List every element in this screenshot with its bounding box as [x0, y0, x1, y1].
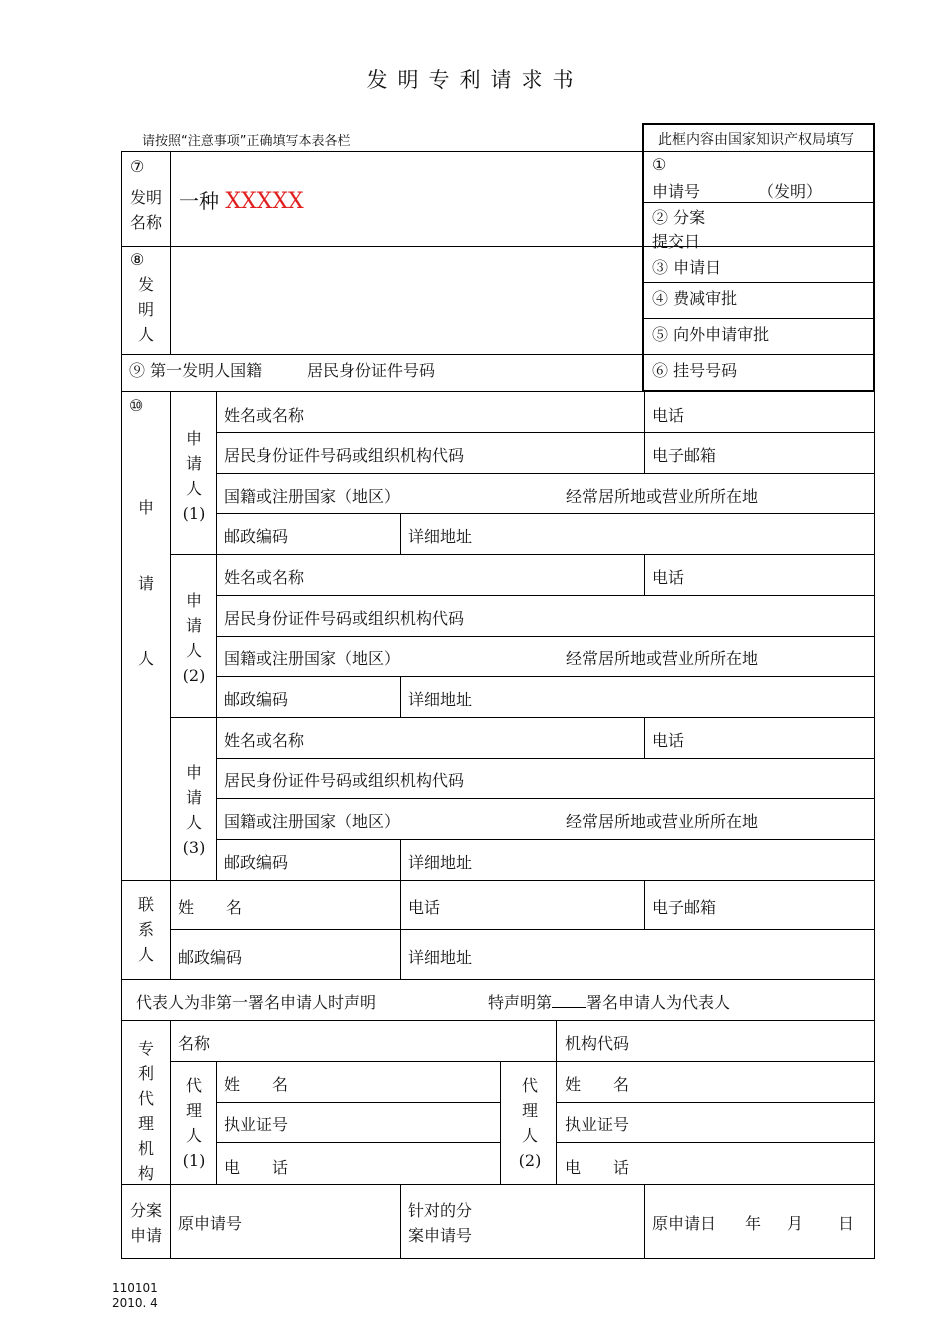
- agent-1-label: 代 理 人 (1): [182, 1076, 206, 1170]
- agency-code-label: 机构代码: [565, 1034, 630, 1053]
- registered-number-label: ⑥ 挂号号码: [652, 361, 738, 380]
- date-month-label: 月: [787, 1214, 804, 1233]
- applicant-1-residence-label: 经常居所地或营业所所在地: [566, 487, 759, 506]
- applicant-2-residence-label: 经常居所地或营业所所在地: [566, 649, 759, 668]
- submission-date-label: 提交日: [652, 232, 701, 251]
- agent-2-label: 代 理 人 (2): [518, 1076, 542, 1170]
- agent-1-license-label: 执业证号: [224, 1115, 289, 1134]
- form-code: 110101: [112, 1281, 158, 1295]
- original-application-number-label: 原申请号: [178, 1214, 243, 1233]
- contact-name-label: 姓 名: [178, 898, 243, 917]
- inventor-label: 发 明 人: [137, 275, 154, 344]
- agent-2-license-label: 执业证号: [565, 1115, 630, 1134]
- representative-statement: 特声明第 署名申请人为代表人: [488, 993, 731, 1012]
- fill-instruction: 请按照“注意事项”正确填写本表各栏: [142, 134, 351, 149]
- form-title: 发明专利请求书: [366, 68, 584, 92]
- date-year-label: 年: [745, 1214, 762, 1233]
- fee-reduction-label: ④ 费减审批: [652, 289, 738, 308]
- first-inventor-id-label: 居民身份证件号码: [307, 361, 436, 380]
- applicant-1-label: 申 请 人 (1): [182, 429, 206, 523]
- agency-name-label: 名称: [178, 1034, 211, 1053]
- agent-1-phone-label: 电 话: [224, 1158, 289, 1177]
- applicant-3-nation-label: 国籍或注册国家（地区）: [224, 812, 401, 831]
- applicant-3-label: 申 请 人 (3): [182, 763, 206, 857]
- applicant-1-postcode-label: 邮政编码: [224, 527, 289, 546]
- applicant-2-name-label: 姓名或名称: [224, 568, 305, 587]
- invention-name-prefix: 一种: [179, 189, 219, 213]
- target-divisional-number-label: 针对的分 案申请号: [408, 1201, 473, 1245]
- applicant-2-id-label: 居民身份证件号码或组织机构代码: [224, 609, 465, 628]
- field-1-number: ①: [652, 155, 667, 174]
- contact-phone-label: 电话: [408, 898, 441, 917]
- applicant-1-nation-label: 国籍或注册国家（地区）: [224, 487, 401, 506]
- divisional-label: ② 分案: [652, 208, 706, 227]
- applicant-3-residence-label: 经常居所地或营业所所在地: [566, 812, 759, 831]
- representative-number-blank[interactable]: [552, 993, 586, 1008]
- applicants-label-3: 人: [138, 649, 155, 668]
- contact-address-label: 详细地址: [408, 948, 473, 967]
- invention-label-2: 名称: [130, 213, 163, 232]
- application-kind: （发明）: [758, 182, 823, 201]
- applicants-number: ⑩: [129, 396, 144, 415]
- foreign-filing-label: ⑤ 向外申请审批: [652, 325, 770, 344]
- applicant-3-postcode-label: 邮政编码: [224, 853, 289, 872]
- agent-1-name-label: 姓 名: [224, 1075, 289, 1094]
- invention-name-placeholder: XXXXX: [225, 189, 304, 214]
- applicant-1-id-label: 居民身份证件号码或组织机构代码: [224, 446, 465, 465]
- filing-date-label: ③ 申请日: [652, 258, 722, 277]
- office-box-header: 此框内容由国家知识产权局填写: [658, 132, 854, 148]
- applicant-2-postcode-label: 邮政编码: [224, 690, 289, 709]
- contact-label: 联 系 人: [137, 895, 154, 964]
- applicants-label-1: 申: [138, 498, 155, 517]
- applicant-1-phone-label: 电话: [652, 406, 685, 425]
- form-version-date: 2010. 4: [112, 1296, 158, 1310]
- applicants-label-2: 请: [138, 574, 155, 593]
- inventor-field[interactable]: [172, 248, 640, 352]
- applicant-2-nation-label: 国籍或注册国家（地区）: [224, 649, 401, 668]
- invention-label-1: 发明: [130, 188, 163, 207]
- original-application-date-label: 原申请日: [652, 1214, 717, 1233]
- applicant-1-address-label: 详细地址: [408, 527, 473, 546]
- inventor-number: ⑧: [130, 250, 145, 269]
- applicant-1-email-label: 电子邮箱: [652, 446, 717, 465]
- agent-2-phone-label: 电 话: [565, 1158, 630, 1177]
- representative-declaration-label: 代表人为非第一署名申请人时声明: [136, 993, 377, 1012]
- invention-name-value[interactable]: [179, 185, 304, 214]
- contact-postcode-label: 邮政编码: [178, 948, 243, 967]
- divisional-application-label: 分案 申请: [129, 1201, 162, 1245]
- applicant-2-label: 申 请 人 (2): [182, 591, 206, 685]
- contact-email-label: 电子邮箱: [652, 898, 717, 917]
- applicant-1-name-label: 姓名或名称: [224, 406, 305, 425]
- applicant-3-address-label: 详细地址: [408, 853, 473, 872]
- agency-label: 专 利 代 理 机 构: [137, 1039, 154, 1183]
- date-day-label: 日: [838, 1214, 855, 1233]
- first-inventor-nationality-label: ⑨ 第一发明人国籍: [129, 361, 263, 380]
- application-number-label: 申请号: [652, 182, 701, 201]
- agent-2-name-label: 姓 名: [565, 1075, 630, 1094]
- invention-number: ⑦: [130, 157, 145, 176]
- applicant-3-phone-label: 电话: [652, 731, 685, 750]
- applicant-3-name-label: 姓名或名称: [224, 731, 305, 750]
- applicant-3-id-label: 居民身份证件号码或组织机构代码: [224, 771, 465, 790]
- applicant-2-address-label: 详细地址: [408, 690, 473, 709]
- applicant-2-phone-label: 电话: [652, 568, 685, 587]
